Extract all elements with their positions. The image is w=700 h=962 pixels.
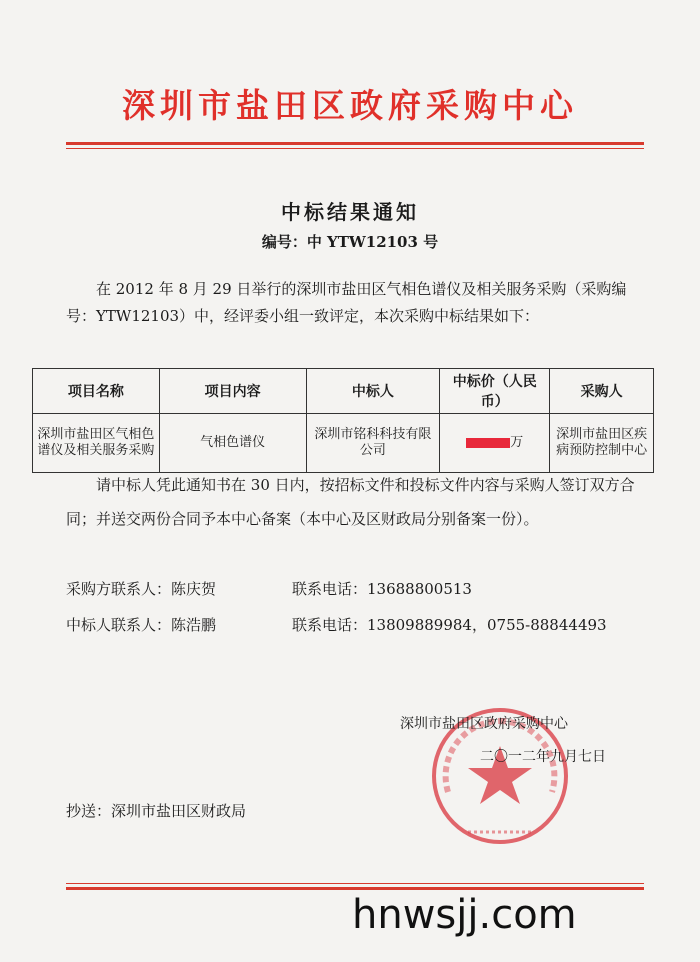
intro-paragraph: 在 2012 年 8 月 29 日举行的深圳市盐田区气相色谱仪及相关服务采购（采购编号：YTW12103）中，经评委小组一致评定，本次采购中标结果如下： bbox=[66, 280, 627, 325]
winner-contact: 中标人联系人：陈浩鹏 bbox=[66, 616, 217, 634]
cell-purchaser: 深圳市盐田区疾病预防控制中心 bbox=[550, 414, 654, 473]
cell-winner: 深圳市铭科科技有限公司 bbox=[306, 414, 440, 473]
cell-project-name: 深圳市盐田区气相色谱仪及相关服务采购 bbox=[33, 414, 160, 473]
cell-price bbox=[440, 414, 550, 473]
header-project-content: 项目内容 bbox=[159, 369, 306, 414]
header-project-name: 项目名称 bbox=[33, 369, 160, 414]
price-redaction bbox=[466, 438, 510, 448]
letterhead-title: 深圳市盐田区政府采购中心 bbox=[122, 86, 578, 125]
table-row bbox=[33, 414, 654, 473]
header-price: 中标价（人民币） bbox=[440, 369, 550, 414]
buyer-phone: 联系电话：13688800513 bbox=[292, 580, 472, 598]
cell-content: 气相色谱仪 bbox=[159, 414, 306, 473]
price-unit: 万 bbox=[510, 435, 524, 450]
footer-rule-thick bbox=[66, 887, 644, 890]
letterhead-rule-thin bbox=[66, 148, 644, 149]
award-result-table bbox=[32, 368, 654, 473]
winner-phone: 联系电话：13809889984，0755-88844493 bbox=[292, 616, 607, 634]
header-winner: 中标人 bbox=[306, 369, 440, 414]
table-header-row bbox=[33, 369, 654, 414]
footer-rule-thin bbox=[66, 883, 644, 884]
instruction-paragraph: 请中标人凭此通知书在 30 日内，按招标文件和投标文件内容与采购人签订双方合同；并送交两份合同予本中心备案（本中心及区财政局分别备案一份）。 bbox=[66, 476, 635, 528]
signature-org: 深圳市盐田区政府采购中心 bbox=[400, 716, 568, 732]
cc-line: 抄送：深圳市盐田区财政局 bbox=[66, 802, 247, 820]
header-purchaser: 采购人 bbox=[550, 369, 654, 414]
buyer-contact: 采购方联系人：陈庆贺 bbox=[66, 580, 217, 598]
letterhead-rule-thick bbox=[66, 142, 644, 145]
notice-title: 中标结果通知 bbox=[281, 200, 419, 224]
signature-date: 二〇一二年九月七日 bbox=[480, 749, 606, 765]
notice-number: 编号：中 YTW12103 号 bbox=[261, 233, 439, 251]
site-watermark: hnwsjj.com bbox=[352, 892, 577, 938]
